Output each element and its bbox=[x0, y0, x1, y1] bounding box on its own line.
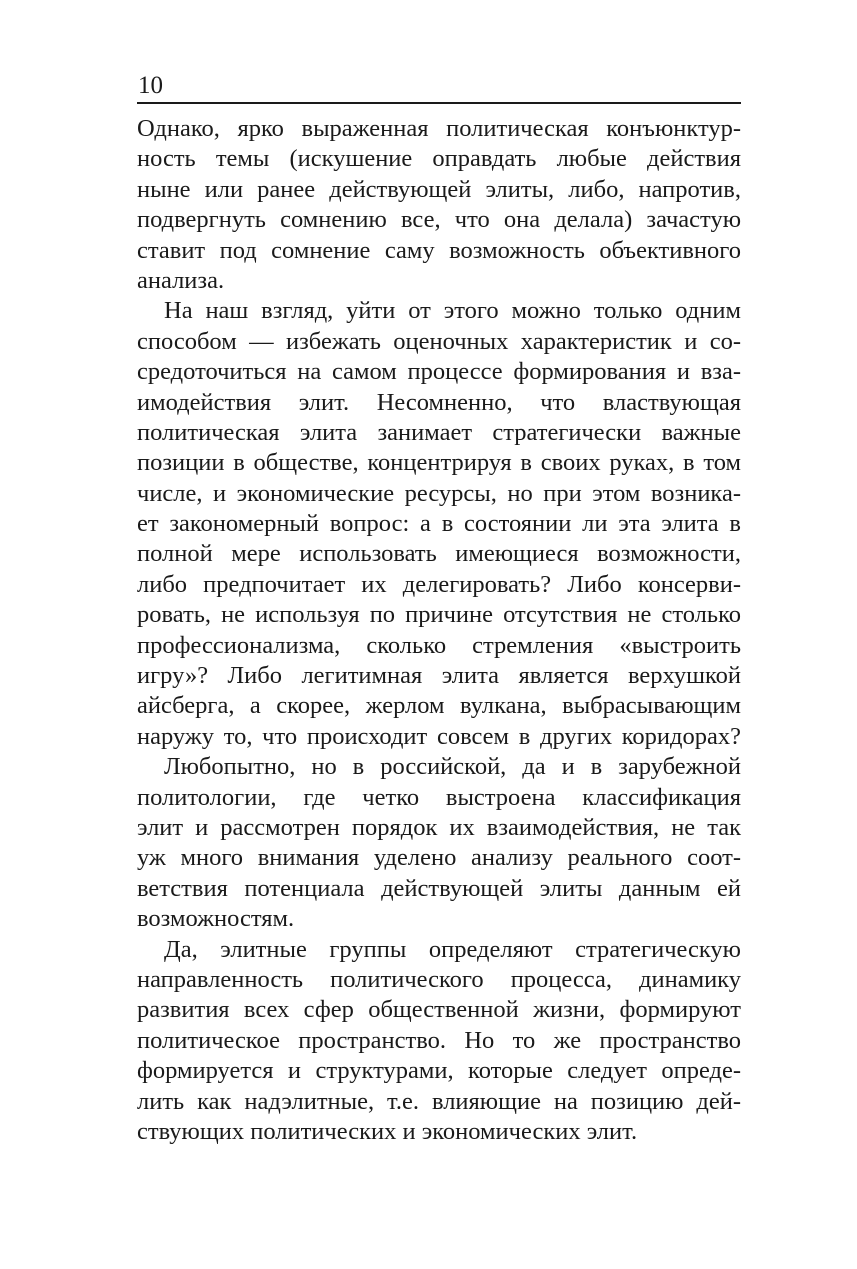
header-rule bbox=[137, 102, 741, 104]
paragraph-1 bbox=[137, 114, 741, 296]
page-header bbox=[137, 70, 741, 104]
text-line: полной мере использовать имеющиеся возможности, bbox=[137, 540, 741, 568]
text-line: уж много внимания уделено анализу реального соот- bbox=[137, 844, 741, 872]
text-line: ровать, не используя по причине отсутствия не столько bbox=[137, 601, 741, 629]
text-line: лить как надэлитные, т.е. влияющие на позицию дей- bbox=[137, 1087, 741, 1115]
text-line: политическая элита занимает стратегически важные bbox=[137, 418, 741, 446]
text-line: элит и рассмотрен порядок их взаимодействия, не так bbox=[137, 813, 741, 841]
text-line: ныне или ранее действующей элиты, либо, напротив, bbox=[137, 175, 741, 203]
text-line: игру»? Либо легитимная элита является верхушкой bbox=[137, 662, 741, 690]
text-line: профессионализма, сколько стремления «выстроить bbox=[137, 631, 741, 659]
text-line: ставит под сомнение саму возможность объективного bbox=[137, 236, 741, 264]
text-line: Однако, ярко выраженная политическая конъюнктур- bbox=[137, 115, 741, 142]
text-line: развития всех сфер общественной жизни, формируют bbox=[137, 996, 741, 1024]
text-line: Любопытно, но в российской, да и в зарубежной bbox=[164, 753, 741, 781]
text-line: либо предпочитает их делегировать? Либо консерви- bbox=[137, 570, 741, 598]
text-line: способом — избежать оценочных характеристик и со- bbox=[137, 327, 741, 355]
book-page bbox=[137, 70, 741, 1147]
page-number: 10 bbox=[138, 72, 163, 99]
text-line: возможностям. bbox=[137, 905, 295, 933]
text-line: подвергнуть сомнению все, что она делала) зачастую bbox=[137, 206, 741, 234]
text-line: числе, и экономические ресурсы, но при этом возника- bbox=[137, 479, 741, 507]
text-line: позиции в обществе, концентрируя в своих руках, в том bbox=[137, 449, 741, 477]
paragraph-4 bbox=[137, 935, 741, 1148]
paragraph-3 bbox=[137, 752, 741, 934]
text-line: формируется и структурами, которые следует опреде- bbox=[137, 1057, 741, 1085]
text-line: айсберга, а скорее, жерлом вулкана, выбрасывающим bbox=[137, 692, 741, 720]
text-line: средоточиться на самом процессе формирования и вза- bbox=[137, 358, 741, 386]
text-line: Да, элитные группы определяют стратегическую bbox=[164, 935, 741, 963]
text-line: наружу то, что происходит совсем в других коридорах? bbox=[137, 722, 741, 750]
text-line: имодействия элит. Несомненно, что властвующая bbox=[137, 388, 741, 416]
text-line: На наш взгляд, уйти от этого можно только одним bbox=[164, 297, 741, 325]
text-line: анализа. bbox=[137, 266, 225, 294]
text-line: ствующих политических и экономических элит. bbox=[137, 1117, 638, 1145]
text-line: политическое пространство. Но то же пространство bbox=[137, 1026, 741, 1054]
paragraph-2 bbox=[137, 296, 741, 752]
text-line: ность темы (искушение оправдать любые действия bbox=[137, 145, 741, 173]
text-line: ветствия потенциала действующей элиты данным ей bbox=[137, 874, 741, 902]
body-text bbox=[137, 114, 741, 1147]
text-line: направленность политического процесса, динамику bbox=[137, 965, 741, 993]
text-line: политологии, где четко выстроена классификация bbox=[137, 783, 741, 811]
text-line: ет закономерный вопрос: а в состоянии ли эта элита в bbox=[137, 510, 741, 538]
